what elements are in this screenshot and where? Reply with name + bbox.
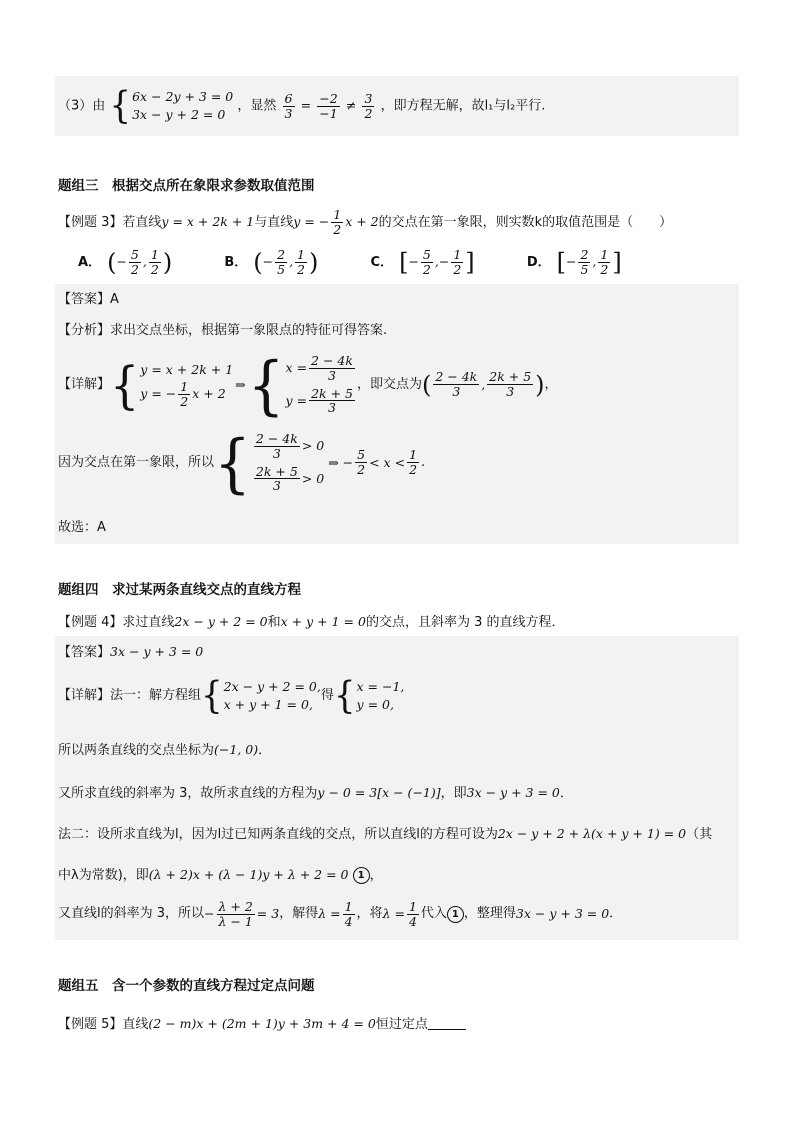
option-c[interactable]: C． [− $\frac{5}{2}$ ,− $\frac{1}{2}$ ] [370,247,475,277]
example4-method2: 法二：设所求直线为l，因为l过已知两条直线的交点，所以直线l的方程可设为2x − y + 2 + λ(x + y + 1) = 0（其 [58,826,713,842]
example3-options [78,248,670,277]
example3-question: 【例题 3】若直线y = x + 2k + 1与直线y = − $\frac{1}{2}$ x + 2的交点在第一象限，则实数k的取值范围是（ ） [58,207,673,237]
group3-title: 题组三 根据交点所在象限求参数取值范围 [58,178,315,194]
group5-title: 题组五 含一个参数的直线方程过定点问题 [58,978,315,994]
example4-question: 【例题 4】求过直线2x − y + 2 = 0和x + y + 1 = 0的交点，且斜率为 3 的直线方程． [58,614,565,630]
example4-slope: 又所求直线的斜率为 3，故所求直线的方程为y − 0 = 3[x − (−1)]，即3x − y + 3 = 0． [58,785,573,801]
part3-line: （3）由 { 6x − 2y + 3 = 0 3x − y + 2 = 0 ，显然 $\frac{6}{3}$ = $\frac{-2}{-1}$ ≠ $\frac{3}{2}$ ，即方程无解，故l₁与l₂平行. [58,84,546,129]
system-brace: { 6x − 2y + 3 = 0 3x − y + 2 = 0 [109,84,234,129]
circled-one-ref: 1 [447,906,464,923]
example3-choice: 故选：A [58,520,106,535]
example3-detail: 【详解】 { y = x + 2k + 1 y = − $\frac{1}{2}$ x + 2 ⇒ { x = $\frac{2 - 4k}{3}$ y = $\frac{2k + 5}{3}$ ，即交点为 ( $\frac{2 - 4k}{3}$ , $\frac{2k + 5}{3}$ ) ， [58,347,558,422]
example4-answer: 【答案】3x − y + 3 = 0 [58,644,204,660]
example3-condition: 因为交点在第一象限，所以 { $\frac{2 - 4k}{3}$ > 0 $\frac{2k + 5}{3}$ > 0 ⇒ − $\frac{5}{2}$ < x < $\frac{1}{2}$ . [58,425,426,500]
example4-method2-solve: 又直线l的斜率为 3，所以 − $\frac{\lambda + 2}{\lambda - 1}$ = 3 ，解得 λ = $\frac{1}{4}$ ，将 λ = $\frac{1}{4}$ 代入 1 ，整理得 3x − y + 3 = 0 ． [58,899,623,929]
example4-method1: 【详解】法一：解方程组 { 2x − y + 2 = 0, x + y + 1 = 0, 得 { x = −1, y = 0, [58,674,405,719]
option-b[interactable]: B． (− $\frac{2}{5}$ , $\frac{1}{2}$ ) [224,247,319,277]
group4-title: 题组四 求过某两条直线交点的直线方程 [58,582,301,598]
example4-method2-cont: 中λ为常数)，即(λ + 2)x + (λ − 1)y + λ + 2 = 0 1 ， [58,867,383,883]
example3-analysis: 【分析】求出交点坐标，根据第一象限点的特征可得答案. [58,323,388,338]
circled-one: 1 [353,867,370,884]
option-d[interactable]: D． [− $\frac{2}{5}$ , $\frac{1}{2}$ ] [526,247,622,277]
option-a[interactable]: A． (− $\frac{5}{2}$ , $\frac{1}{2}$ ) [78,247,173,277]
example5-question: 【例题 5】直线(2 − m)x + (2m + 1)y + 3m + 4 = 0恒过定点 [58,1014,466,1035]
example3-answer: 【答案】A [58,292,119,307]
example4-coord: 所以两条直线的交点坐标为(−1, 0)． [58,742,272,758]
answer-blank[interactable] [428,1015,466,1030]
